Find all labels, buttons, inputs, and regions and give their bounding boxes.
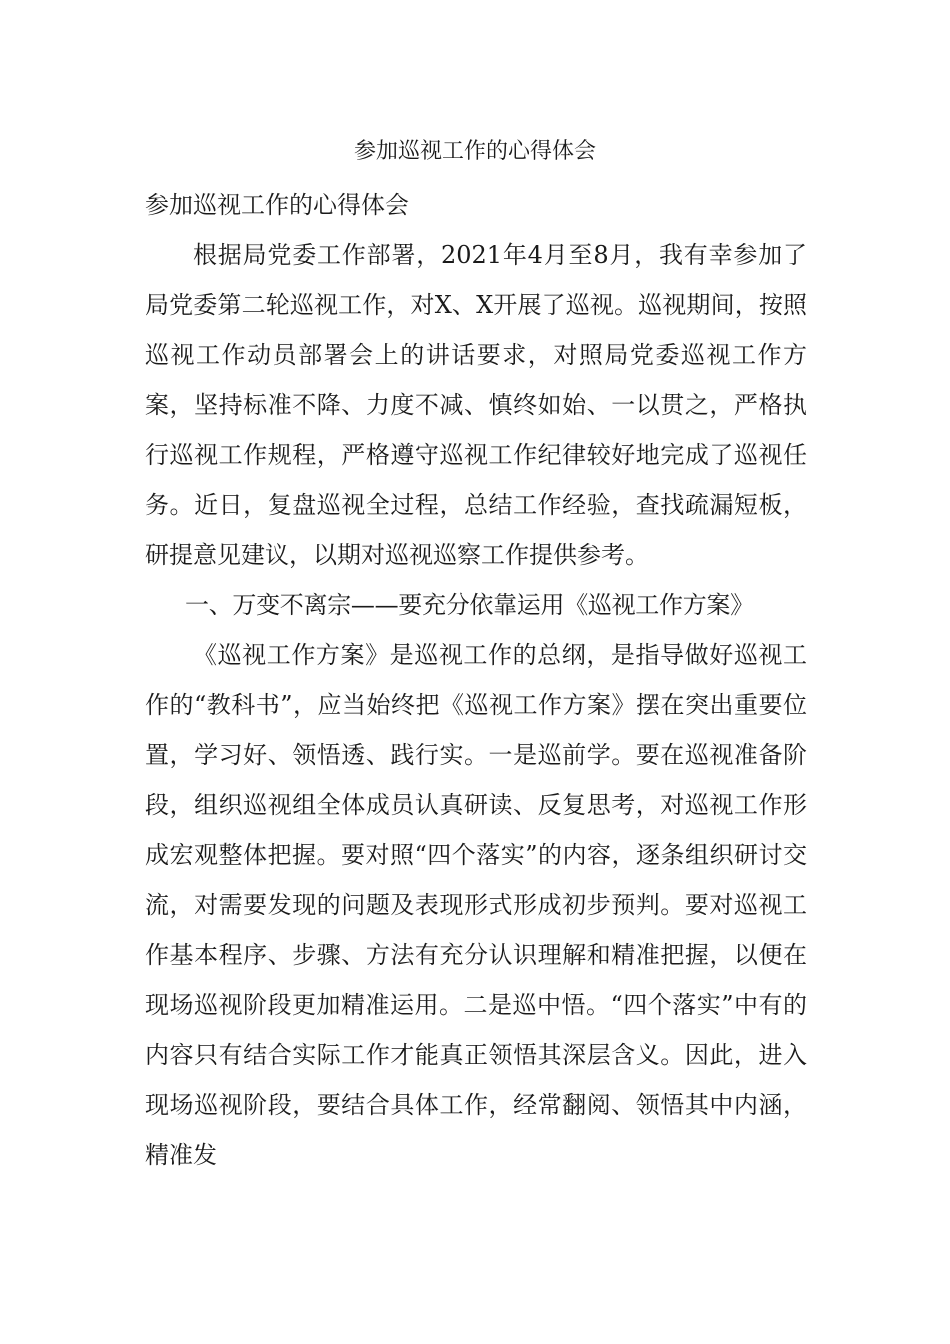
section-heading-1: 一、万变不离宗——要充分依靠运用《巡视工作方案》 xyxy=(185,591,754,619)
paragraph-intro: 根据局党委工作部署，2021年4月至8月，我有幸参加了局党委第二轮巡视工作，对X、X开展了巡视。巡视期间，按照巡视工作动员部署会上的讲话要求，对照局党委巡视工作方案，坚持标准不降、力度不减、慎终如始、一以贯之，严格执行巡视工作规程，严格遵守巡视工作纪律较好地完成了巡视任务。近日，复盘巡视全过程，总结工作经验，查找疏漏短板，研提意见建议，以期对巡视巡察工作提供参考。 xyxy=(145,241,807,569)
paragraph-section-1: 《巡视工作方案》是巡视工作的总纲，是指导做好巡视工作的“教科书”，应当始终把《巡视工作方案》摆在突出重要位置，学习好、领悟透、践行实。一是巡前学。要在巡视准备阶段，组织巡视组全体成员认真研读、反复思考，对巡视工作形成宏观整体把握。要对照“四个落实”的内容，逐条组织研讨交流，对需要发现的问题及表现形式形成初步预判。要对巡视工作基本程序、步骤、方法有充分认识理解和精准把握，以便在现场巡视阶段更加精准运用。二是巡中悟。“四个落实”中有的内容只有结合实际工作才能真正领悟其深层含义。因此，进入现场巡视阶段，要结合具体工作，经常翻阅、领悟其中内涵，精准发 xyxy=(145,641,807,1169)
document-subtitle: 参加巡视工作的心得体会 xyxy=(145,191,409,219)
document-body xyxy=(145,180,807,1180)
document-title: 参加巡视工作的心得体会 xyxy=(353,139,596,164)
